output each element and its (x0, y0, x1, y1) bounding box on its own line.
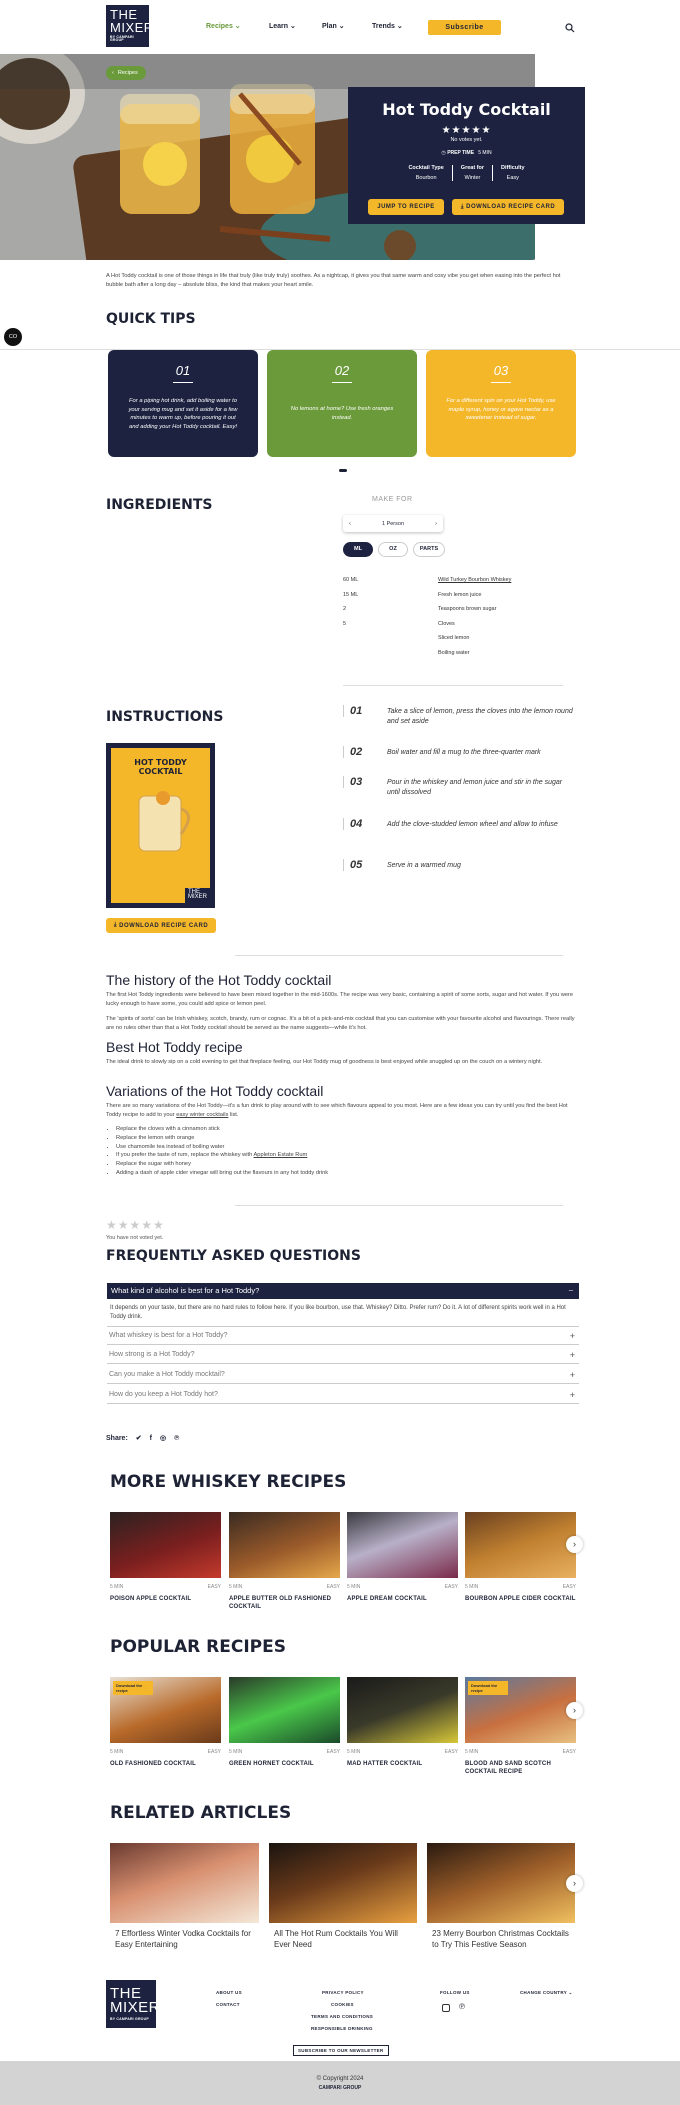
share-bar: Share: ✔ f ◎ ℗ (106, 1434, 180, 1442)
pinterest-icon[interactable]: ℗ (459, 2002, 465, 2011)
carousel-dot[interactable] (339, 469, 347, 472)
recipe-meta: 5 MIN EASY (347, 1584, 458, 1590)
cookie-settings-badge[interactable]: CO (4, 328, 22, 346)
recipe-title[interactable]: APPLE BUTTER OLD FASHIONED COCKTAIL (229, 1596, 332, 1611)
recipe-meta: 5 MIN EASY (110, 1749, 221, 1755)
faq-heading: FREQUENTLY ASKED QUESTIONS (106, 1248, 361, 1264)
subscribe-button[interactable]: Subscribe (428, 20, 501, 35)
footer-about[interactable]: ABOUT US (216, 1990, 242, 1995)
unit-ml-button[interactable]: ML (343, 542, 373, 557)
history-heading: The history of the Hot Toddy cocktail (106, 972, 332, 988)
related-heading: RELATED ARTICLES (110, 1803, 292, 1823)
faq-item-2[interactable]: How strong is a Hot Toddy? + (107, 1346, 579, 1364)
increase-button[interactable]: › (435, 520, 437, 527)
article-title[interactable]: All The Hot Rum Cocktails You Will Ever Need (274, 1929, 398, 1949)
download-recipe-tag[interactable]: Download the recipe (113, 1681, 153, 1695)
popular-heading: POPULAR RECIPES (110, 1637, 286, 1657)
faq-item-1[interactable]: What whiskey is best for a Hot Toddy? + (107, 1327, 579, 1345)
footer-responsible[interactable]: RESPONSIBLE DRINKING (311, 2026, 373, 2031)
recipe-meta: 5 MIN EASY (229, 1584, 340, 1590)
plus-icon: + (569, 1390, 575, 1400)
footer-cookies[interactable]: COOKIES (331, 2002, 354, 2007)
copyright-bar (0, 2061, 680, 2105)
arrow-left-icon: ‹ (112, 70, 114, 76)
divider (343, 685, 563, 686)
article-image[interactable] (427, 1843, 575, 1923)
follow-us-label: FOLLOW US (440, 1990, 470, 1995)
article-title[interactable]: 23 Merry Bourbon Christmas Cocktails to Try This Festive Season (432, 1929, 569, 1949)
jump-to-recipe-button[interactable]: JUMP TO RECIPE (368, 199, 444, 215)
article-image[interactable] (269, 1843, 417, 1923)
user-rating-stars[interactable]: ★★★★★ (106, 1218, 165, 1232)
ingredients-heading: INGREDIENTS (106, 497, 213, 513)
recipe-title[interactable]: BOURBON APPLE CIDER COCKTAIL (465, 1596, 576, 1602)
quick-tips-heading: QUICK TIPS (106, 311, 196, 327)
recipe-image[interactable] (465, 1512, 576, 1578)
download-icon: ⤓ (460, 203, 464, 210)
pinterest-icon[interactable]: ℗ (174, 1434, 180, 1442)
facebook-icon[interactable]: f (149, 1434, 153, 1442)
recipe-title[interactable]: MAD HATTER COCKTAIL (347, 1761, 423, 1767)
recipe-image[interactable] (347, 1512, 458, 1578)
variations-heading: Variations of the Hot Toddy cocktail (106, 1083, 324, 1099)
search-icon[interactable] (565, 20, 575, 30)
divider (235, 1205, 563, 1206)
recipe-title: Hot Toddy Cocktail (382, 100, 551, 119)
tip-card-2: 02 No lemons at home? Use fresh oranges instead. (267, 350, 417, 457)
download-recipe-card-button[interactable]: ⤓ DOWNLOAD RECIPE CARD (452, 199, 564, 215)
best-recipe-paragraph: The ideal drink to slowly sip on a cold evening to get that fireplace feeling, our Hot Toddy mug of goodness is best enjoyed while snuggled up on the couch on a wintery night. (106, 1059, 543, 1065)
recipe-title[interactable]: GREEN HORNET COCKTAIL (229, 1761, 314, 1767)
plus-icon: + (569, 1331, 575, 1341)
recipe-facts: Cocktail Type Bourbon Great for Winter Difficulty Easy (348, 165, 585, 181)
mug-illustration (121, 784, 201, 859)
nav-trends[interactable]: Trends ⌄ (372, 23, 403, 30)
carousel-next-arrow[interactable]: › (566, 1702, 583, 1719)
recipe-image[interactable] (110, 1512, 221, 1578)
faq-open-answer: It depends on your taste, but there are no hard rules to follow here. If you like bourbon, use that. Whiskey? Ditto. Prefer rum? Do it. A lot of different spirits work well in a Hot Toddy drink. (110, 1305, 566, 1321)
carousel-next-arrow[interactable]: › (566, 1875, 583, 1892)
newsletter-button[interactable]: SUBSCRIBE TO OUR NEWSLETTER (293, 2045, 389, 2056)
nav-learn[interactable]: Learn ⌄ (269, 23, 296, 30)
appleton-rum-link[interactable]: Appleton Estate Rum (253, 1152, 308, 1159)
logo-word-the: THE (110, 7, 138, 23)
winter-cocktails-link[interactable]: easy winter cocktails (176, 1111, 229, 1118)
tip-card-1: 01 For a piping hot drink, add boiling water to your serving mug and set it aside for a few minutes to warm up, before pouring it out and adding your Hot Toddy cocktail. Easy! (108, 350, 258, 457)
download-recipe-card-button-2[interactable]: ⤓ DOWNLOAD RECIPE CARD (106, 918, 216, 933)
change-country-dropdown[interactable]: CHANGE COUNTRY ⌄ (520, 1990, 573, 1995)
variations-list: • Replace the cloves with a cinnamon stick • Replace the lemon with orange • Use chamomile tea instead of boiling water • If you prefer the taste of rum, replace the whiskey with Appleton Estate Rum • Replace the sugar with honey • Adding a dash of apple cider vinegar will bring out the flavours in any hot toddy drink (116, 1125, 576, 1178)
vote-status: You have not voted yet. (106, 1235, 164, 1241)
unit-oz-button[interactable]: OZ (378, 542, 408, 557)
nav-plan[interactable]: Plan ⌄ (322, 23, 345, 30)
ingredient-amounts: 60 ML 15 ML 2 5 (343, 577, 359, 627)
history-paragraph-2: The 'spirits of sorts' can be Irish whiskey, scotch, brandy, rum or cognac. It's a bit of a pick-and-mix cocktail that you can customise with your favourite alcohol and flavourings. There really are no rules other than that a Hot Toddy cocktail should be served as the name suggests—while it's hot. (106, 1016, 575, 1031)
ingredient-names: Wild Turkey Bourbon Whiskey Fresh lemon juice Teaspoons brown sugar Cloves Sliced lemon Boiling water (438, 573, 511, 660)
plus-icon: + (569, 1350, 575, 1360)
footer-contact[interactable]: CONTACT (216, 2002, 240, 2007)
recipe-title[interactable]: APPLE DREAM COCKTAIL (347, 1596, 427, 1602)
recipe-meta: 5 MIN EASY (465, 1749, 576, 1755)
variations-paragraph: There are so many variations of the Hot Toddy—it's a fun drink to play around with to see which flavours appeal to you most. Here are a few ideas you can try until you find the best Hot Toddy recipe to add to your easy winter cocktails list. (106, 1103, 568, 1118)
prep-time: ◷ PREP TIME 5 MIN (441, 150, 492, 156)
recipe-meta: 5 MIN EASY (110, 1584, 221, 1590)
recipe-image[interactable] (229, 1677, 340, 1743)
recipe-title[interactable]: POISON APPLE COCKTAIL (110, 1596, 192, 1602)
more-whiskey-heading: MORE WHISKEY RECIPES (110, 1472, 347, 1492)
make-for-label: MAKE FOR (372, 496, 413, 503)
faq-item-3[interactable]: Can you make a Hot Toddy mocktail? + (107, 1366, 579, 1384)
instructions-heading: INSTRUCTIONS (106, 709, 224, 725)
votes-text: No votes yet. (450, 137, 483, 143)
whatsapp-icon[interactable]: ◎ (160, 1435, 167, 1442)
faq-item-4[interactable]: How do you keep a Hot Toddy hot? + (107, 1386, 579, 1404)
recipe-title[interactable]: BLOOD AND SAND SCOTCH COCKTAIL RECIPE (465, 1761, 551, 1776)
best-recipe-heading: Best Hot Toddy recipe (106, 1039, 243, 1055)
faq-open-question[interactable]: What kind of alcohol is best for a Hot Toddy? – (107, 1283, 579, 1299)
recipe-card-image: HOT TODDY COCKTAIL THE MIXER (106, 743, 215, 908)
download-icon: ⤓ (113, 922, 117, 928)
download-recipe-tag[interactable]: Download the recipe (468, 1681, 508, 1695)
breadcrumb-badge[interactable]: ‹ Recipes (106, 66, 146, 80)
carousel-next-arrow[interactable]: › (566, 1536, 583, 1553)
company-name: CAMPARI GROUP (318, 2085, 362, 2091)
plus-icon: + (569, 1370, 575, 1380)
footer-logo[interactable]: THE MIXER BY CAMPARI GROUP (106, 1980, 156, 2028)
recipe-image[interactable] (229, 1512, 340, 1578)
ingredient-link[interactable]: Wild Turkey Bourbon Whiskey (438, 577, 512, 583)
instagram-icon[interactable] (442, 2004, 450, 2012)
unit-parts-button[interactable]: PARTS (413, 542, 445, 557)
article-title[interactable]: 7 Effortless Winter Vodka Cocktails for Easy Entertaining (115, 1929, 251, 1949)
clock-icon: ◷ (441, 150, 446, 156)
recipe-meta: 5 MIN EASY (347, 1749, 458, 1755)
decrease-button[interactable]: ‹ (349, 520, 351, 527)
recipe-meta: 5 MIN EASY (229, 1749, 340, 1755)
minus-icon: – (568, 1285, 573, 1294)
twitter-icon[interactable]: ✔ (135, 1435, 142, 1442)
rating-stars[interactable]: ★★★★★ (441, 125, 492, 136)
servings-stepper[interactable]: ‹ 1 Person › (343, 515, 443, 532)
article-image[interactable] (110, 1843, 259, 1923)
footer-privacy[interactable]: PRIVACY POLICY (322, 1990, 364, 1995)
footer-terms[interactable]: TERMS AND CONDITIONS (311, 2014, 374, 2019)
copyright-text: © Copyright 2024 (316, 2076, 364, 2082)
divider (235, 955, 563, 956)
logo-word-mixer: MIXER (110, 19, 154, 35)
logo-sub: BY CAMPARI GROUP (110, 35, 134, 43)
recipe-image[interactable] (347, 1677, 458, 1743)
intro-text: A Hot Toddy cocktail is one of those things in life that truly (like truly truly) soothes. As a nightcap, it gives you that same warm and cosy vibe you get when easing into the perfect hot bubble bath after a long day – absolute bliss, the kind that makes your heart smile. (106, 273, 561, 288)
site-logo[interactable] (106, 5, 154, 47)
recipe-meta: 5 MIN EASY (465, 1584, 576, 1590)
recipe-title[interactable]: OLD FASHIONED COCKTAIL (110, 1761, 196, 1767)
history-paragraph-1: The first Hot Toddy ingredients were believed to have been mixed together in the mid-1600s. The recipe was very basic, containing a spirit of some sorts, sugar and hot water. If you were lucky enough to have some, you could add spice or lemon peel. (106, 992, 574, 1007)
tip-card-3: 03 For a different spin on your Hot Toddy, use maple syrup, honey or agave nectar as a sweetener instead of sugar. (426, 350, 576, 457)
nav-recipes[interactable]: Recipes ⌄ (206, 23, 241, 30)
